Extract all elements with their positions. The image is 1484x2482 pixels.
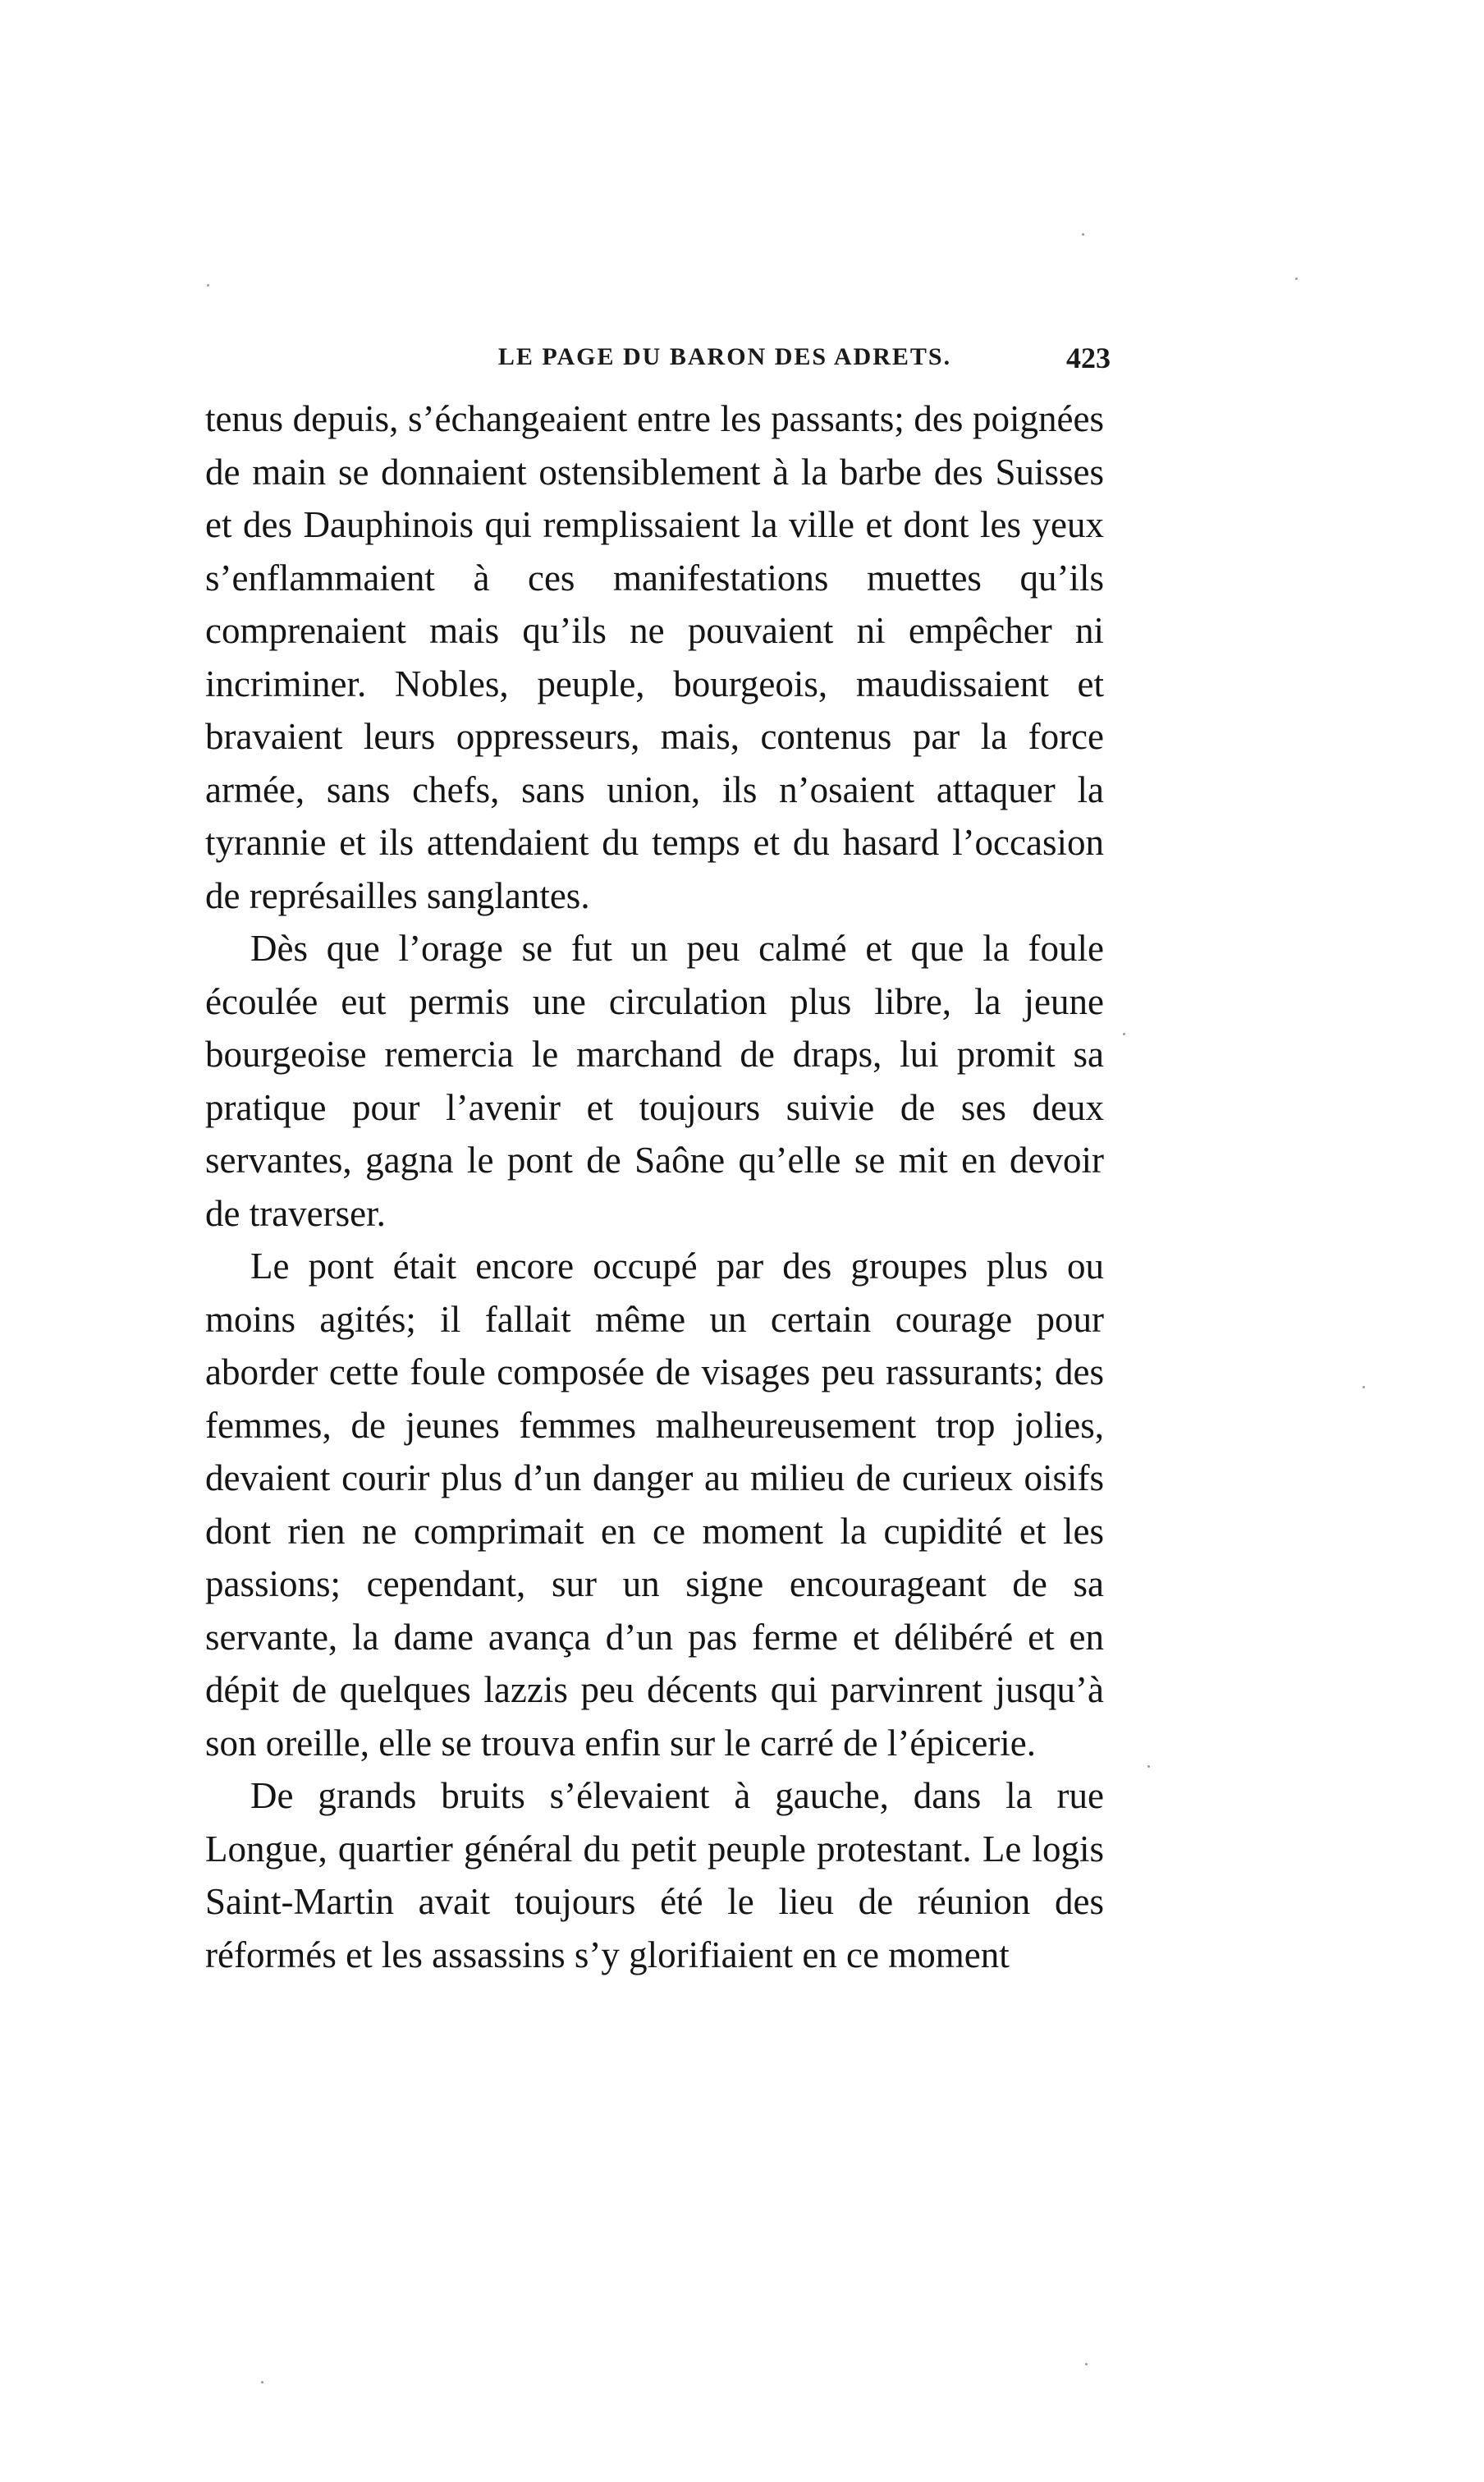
page-number: 423 <box>1066 342 1111 374</box>
paper-speck <box>1123 1033 1125 1035</box>
paper-speck <box>1082 233 1084 236</box>
paper-speck <box>1363 1386 1365 1388</box>
paragraph-2: Dès que l’orage se fut un peu calmé et que la foule écoulée eut permis une circulation plus libre, la jeune bourgeoise remercia le marchand de draps, lui promit sa pratique pour l’avenir et toujours suivie de ses deux servantes, gagna le pont de Saône qu’elle se mit en devoir de traverser. <box>205 928 1104 1234</box>
paper-speck <box>1085 2363 1088 2365</box>
paragraph-3: Le pont était encore occupé par des groupes plus ou moins agités; il fallait même un certain courage pour aborder cette foule composée de visages peu rassurants; des femmes, de jeunes femmes malheureusement trop jolies, devaient courir plus d’un danger au milieu de curieux oisifs dont rien ne comprimait en ce moment la cupidité et les passions; cependant, sur un signe encourageant de sa servante, la dame avança d’un pas ferme et délibéré et en dépit de quelques lazzis peu décents qui parvinrent jusqu’à son oreille, elle se trouva enfin sur le carré de l’épicerie. <box>205 1246 1104 1764</box>
paper-speck <box>207 284 209 287</box>
paper-speck <box>261 2381 263 2383</box>
paragraph-4: De grands bruits s’élevaient à gauche, dans la rue Longue, quartier général du petit peuple protestant. Le logis Saint-Martin avait toujours été le lieu de réunion des réformés et les assassins s’y glorifiaient en ce moment <box>205 1775 1104 1975</box>
paragraph-1: tenus depuis, s’échangeaient entre les passants; des poignées de main se donnaient ostensiblement à la barbe des Suisses et des Dauphinois qui remplissaient la ville et dont les yeux s’enflammaient à ces manifestations muettes qu’ils comprenaient mais qu’ils ne pouvaient ni empêcher ni incriminer. Nobles, peuple, bourgeois, maudissaient et bravaient leurs oppresseurs, mais, contenus par la force armée, sans chefs, sans union, ils n’osaient attaquer la tyrannie et ils attendaient du temps et du hasard l’occasion de représailles sanglantes. <box>205 398 1104 916</box>
body-text <box>205 392 1104 1981</box>
paper-speck <box>1295 278 1298 280</box>
running-head <box>415 343 1034 371</box>
running-title: LE PAGE DU BARON DES ADRETS. <box>497 343 952 370</box>
paper-speck <box>1147 1765 1150 1768</box>
